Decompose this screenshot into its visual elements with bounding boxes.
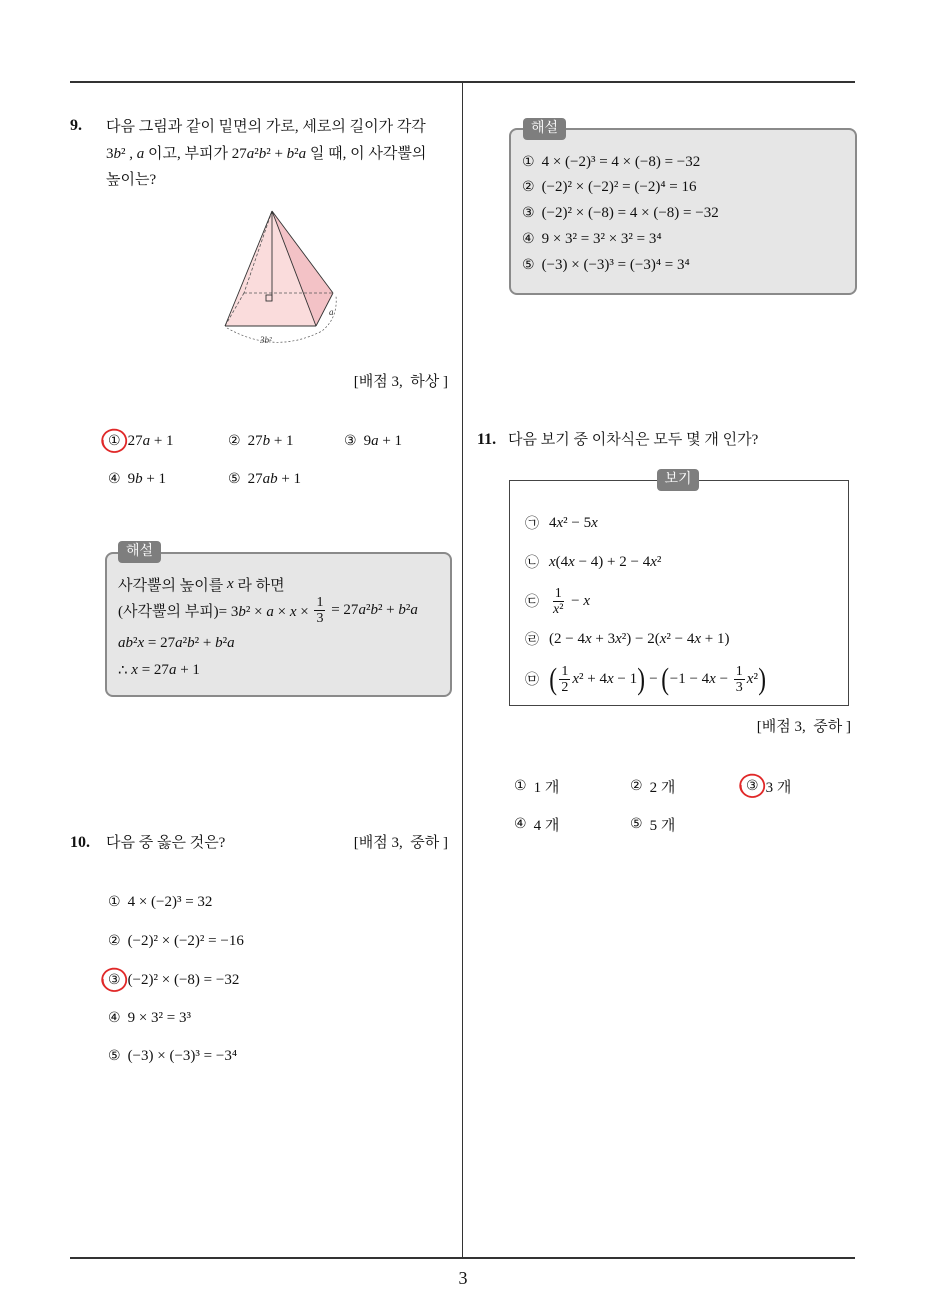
option-marker: ⑤ [630,816,643,832]
bogi-expression: −1 − 4x − [669,670,732,687]
bottom-rule [70,1257,855,1259]
solution-text: (−2)² × (−2)² = (−2)⁴ = 16 [541,178,697,195]
answer-circle-mark [98,425,130,457]
big-paren-close: ) [637,661,646,696]
answer-circle-mark [98,964,130,996]
q9-option-5[interactable] [228,461,301,497]
option-text: 3 개 [765,779,792,796]
option-marker: ⑤ [228,471,241,487]
fraction [559,664,570,695]
bogi-tab: 보기 [657,469,699,491]
bogi-item-1 [525,505,598,541]
column-divider [462,82,463,1258]
option-marker: ④ [108,1010,121,1026]
option-text: 9 × 3² = 3³ [127,1009,191,1026]
option-text: 4 개 [533,817,560,834]
q11-option-5[interactable] [630,806,675,842]
option-text: 2 개 [649,779,676,796]
bogi-item-5 [525,661,766,697]
bogi-item-3 [525,583,590,619]
q9-option-3[interactable] [344,423,402,459]
option-text: 4 × (−2)³ = 32 [127,893,213,910]
option-marker: ① [514,778,527,794]
option-text: 27b + 1 [247,432,294,449]
q9-solution-box [105,544,452,697]
option-text: 9a + 1 [363,432,403,449]
q11-number: 11. [477,431,497,448]
option-marker: ⑤ [108,1048,121,1064]
bogi-marker: ㉤ [525,673,539,688]
bogi-expression: − x [567,592,591,609]
solution-line: 사각뿔의 높이를 x 라 하면 [118,575,285,594]
bogi-item-4 [525,621,730,657]
pyramid-figure [215,200,350,350]
option-text: (−2)² × (−2)² = −16 [127,932,244,949]
solution-marker: ① [522,154,535,170]
q10-option-5[interactable] [108,1038,237,1074]
option-text: 27a + 1 [127,432,174,449]
solution-text: (−2)² × (−8) = 4 × (−8) = −32 [541,204,719,221]
big-paren-open: ( [549,661,558,696]
option-marker: ④ [514,816,527,832]
option-text: 5 개 [649,817,676,834]
option-marker: ③ [108,972,121,988]
fraction-numerator: 1 [561,663,569,679]
solution-text: 4 × (−2)³ = 4 × (−8) = −32 [541,153,701,170]
q10-option-2[interactable] [108,923,244,959]
option-marker: ② [228,433,241,449]
bogi-marker: ㉡ [525,556,539,571]
fraction-denominator: 2 [561,679,569,695]
bogi-marker: ㉢ [525,595,539,610]
q9-option-2[interactable] [228,423,294,459]
solution-line-volume [118,592,418,628]
solution-text: 9 × 3² = 3² × 3² = 3⁴ [541,230,662,247]
bogi-expression: 4x² − 5x [549,514,598,531]
fraction-denominator: 3 [316,610,324,626]
fraction [314,595,325,626]
big-paren-close: ) [758,661,767,696]
option-text: 27ab + 1 [247,470,302,487]
fraction-denominator: x² [553,601,564,617]
q11-option-1[interactable] [514,768,559,804]
solution-marker: ④ [522,231,535,247]
fraction-denominator: 3 [735,679,743,695]
q9-score: [배점 3, 하상 ] [353,374,448,390]
big-paren-open: ( [661,661,670,696]
option-marker: ② [630,778,643,794]
fraction [551,586,565,617]
option-marker: ② [108,933,121,949]
option-text: 9b + 1 [127,470,167,487]
page-number: 3 [458,1268,468,1288]
q11-option-4[interactable] [514,806,559,842]
solution-line: ∴ x = 27 a + 1 [118,661,200,679]
volume-expression-before: (사각뿔의 부피)= 3b² × a × x × [118,603,313,620]
q9-option-4[interactable] [108,461,166,497]
option-marker: ③ [746,778,759,794]
q10-option-1[interactable] [108,884,212,920]
q10-solution-box [509,121,857,295]
bogi-operator: − [645,670,662,687]
bogi-item-2 [525,544,661,580]
fraction [734,664,745,695]
bogi-expression: x² [746,670,758,687]
figure-label-side: a [329,307,334,317]
q10-number: 10. [70,834,90,851]
bogi-marker: ㉠ [525,517,539,532]
solution-tab: 해설 [118,541,161,563]
fraction-numerator: 1 [554,585,562,601]
bogi-expression: x² + 4x − 1 [572,670,638,687]
solution-line-5 [522,247,690,283]
fraction-numerator: 1 [316,594,324,610]
bogi-marker: ㉣ [525,633,539,648]
fraction-numerator: 1 [735,663,743,679]
bogi-expression: (2 − 4x + 3x²) − 2(x² − 4x + 1) [549,630,730,647]
bogi-expression: x(4x − 4) + 2 − 4x² [549,553,662,570]
option-marker: ① [108,894,121,910]
q11-option-2[interactable] [630,768,675,804]
q10-option-4[interactable] [108,1000,191,1036]
option-text: 1 개 [533,779,560,796]
volume-expression-after: = 27a²b² + b²a [327,601,418,618]
solution-marker: ② [522,179,535,195]
solution-marker: ⑤ [522,257,535,273]
option-marker: ① [108,433,121,449]
option-text: (−3) × (−3)³ = −3⁴ [127,1047,238,1064]
answer-circle-mark [736,770,768,802]
solution-tab: 해설 [523,118,566,140]
q9-stem-line-2: 3b² , a 이고, 부피가 27a²b² + b²a 일 때, 이 사각뿔의 [106,146,427,162]
q11-score: [배점 3, 중하 ] [756,719,851,735]
q9-stem-line-1: 다음 그림과 같이 밑면의 가로, 세로의 길이가 각각 [106,119,426,135]
solution-text: (−3) × (−3)³ = (−3)⁴ = 3⁴ [541,256,690,273]
q10-score: [배점 3, 중하 ] [353,835,448,851]
figure-label-base: 3b² [260,335,272,345]
solution-line: a b ² x = 27 a ² b ² + b ² a [118,634,235,651]
q9-stem-line-3: 높이는? [106,172,157,188]
option-text: (−2)² × (−8) = −32 [127,971,240,988]
q9-number: 9. [70,117,82,134]
solution-marker: ③ [522,205,535,221]
q10-stem: 다음 중 옳은 것은? [106,835,226,851]
option-marker: ④ [108,471,121,487]
q11-bogi-box [509,472,849,706]
option-marker: ③ [344,433,357,449]
q11-stem: 다음 보기 중 이차식은 모두 몇 개 인가? [508,432,759,448]
